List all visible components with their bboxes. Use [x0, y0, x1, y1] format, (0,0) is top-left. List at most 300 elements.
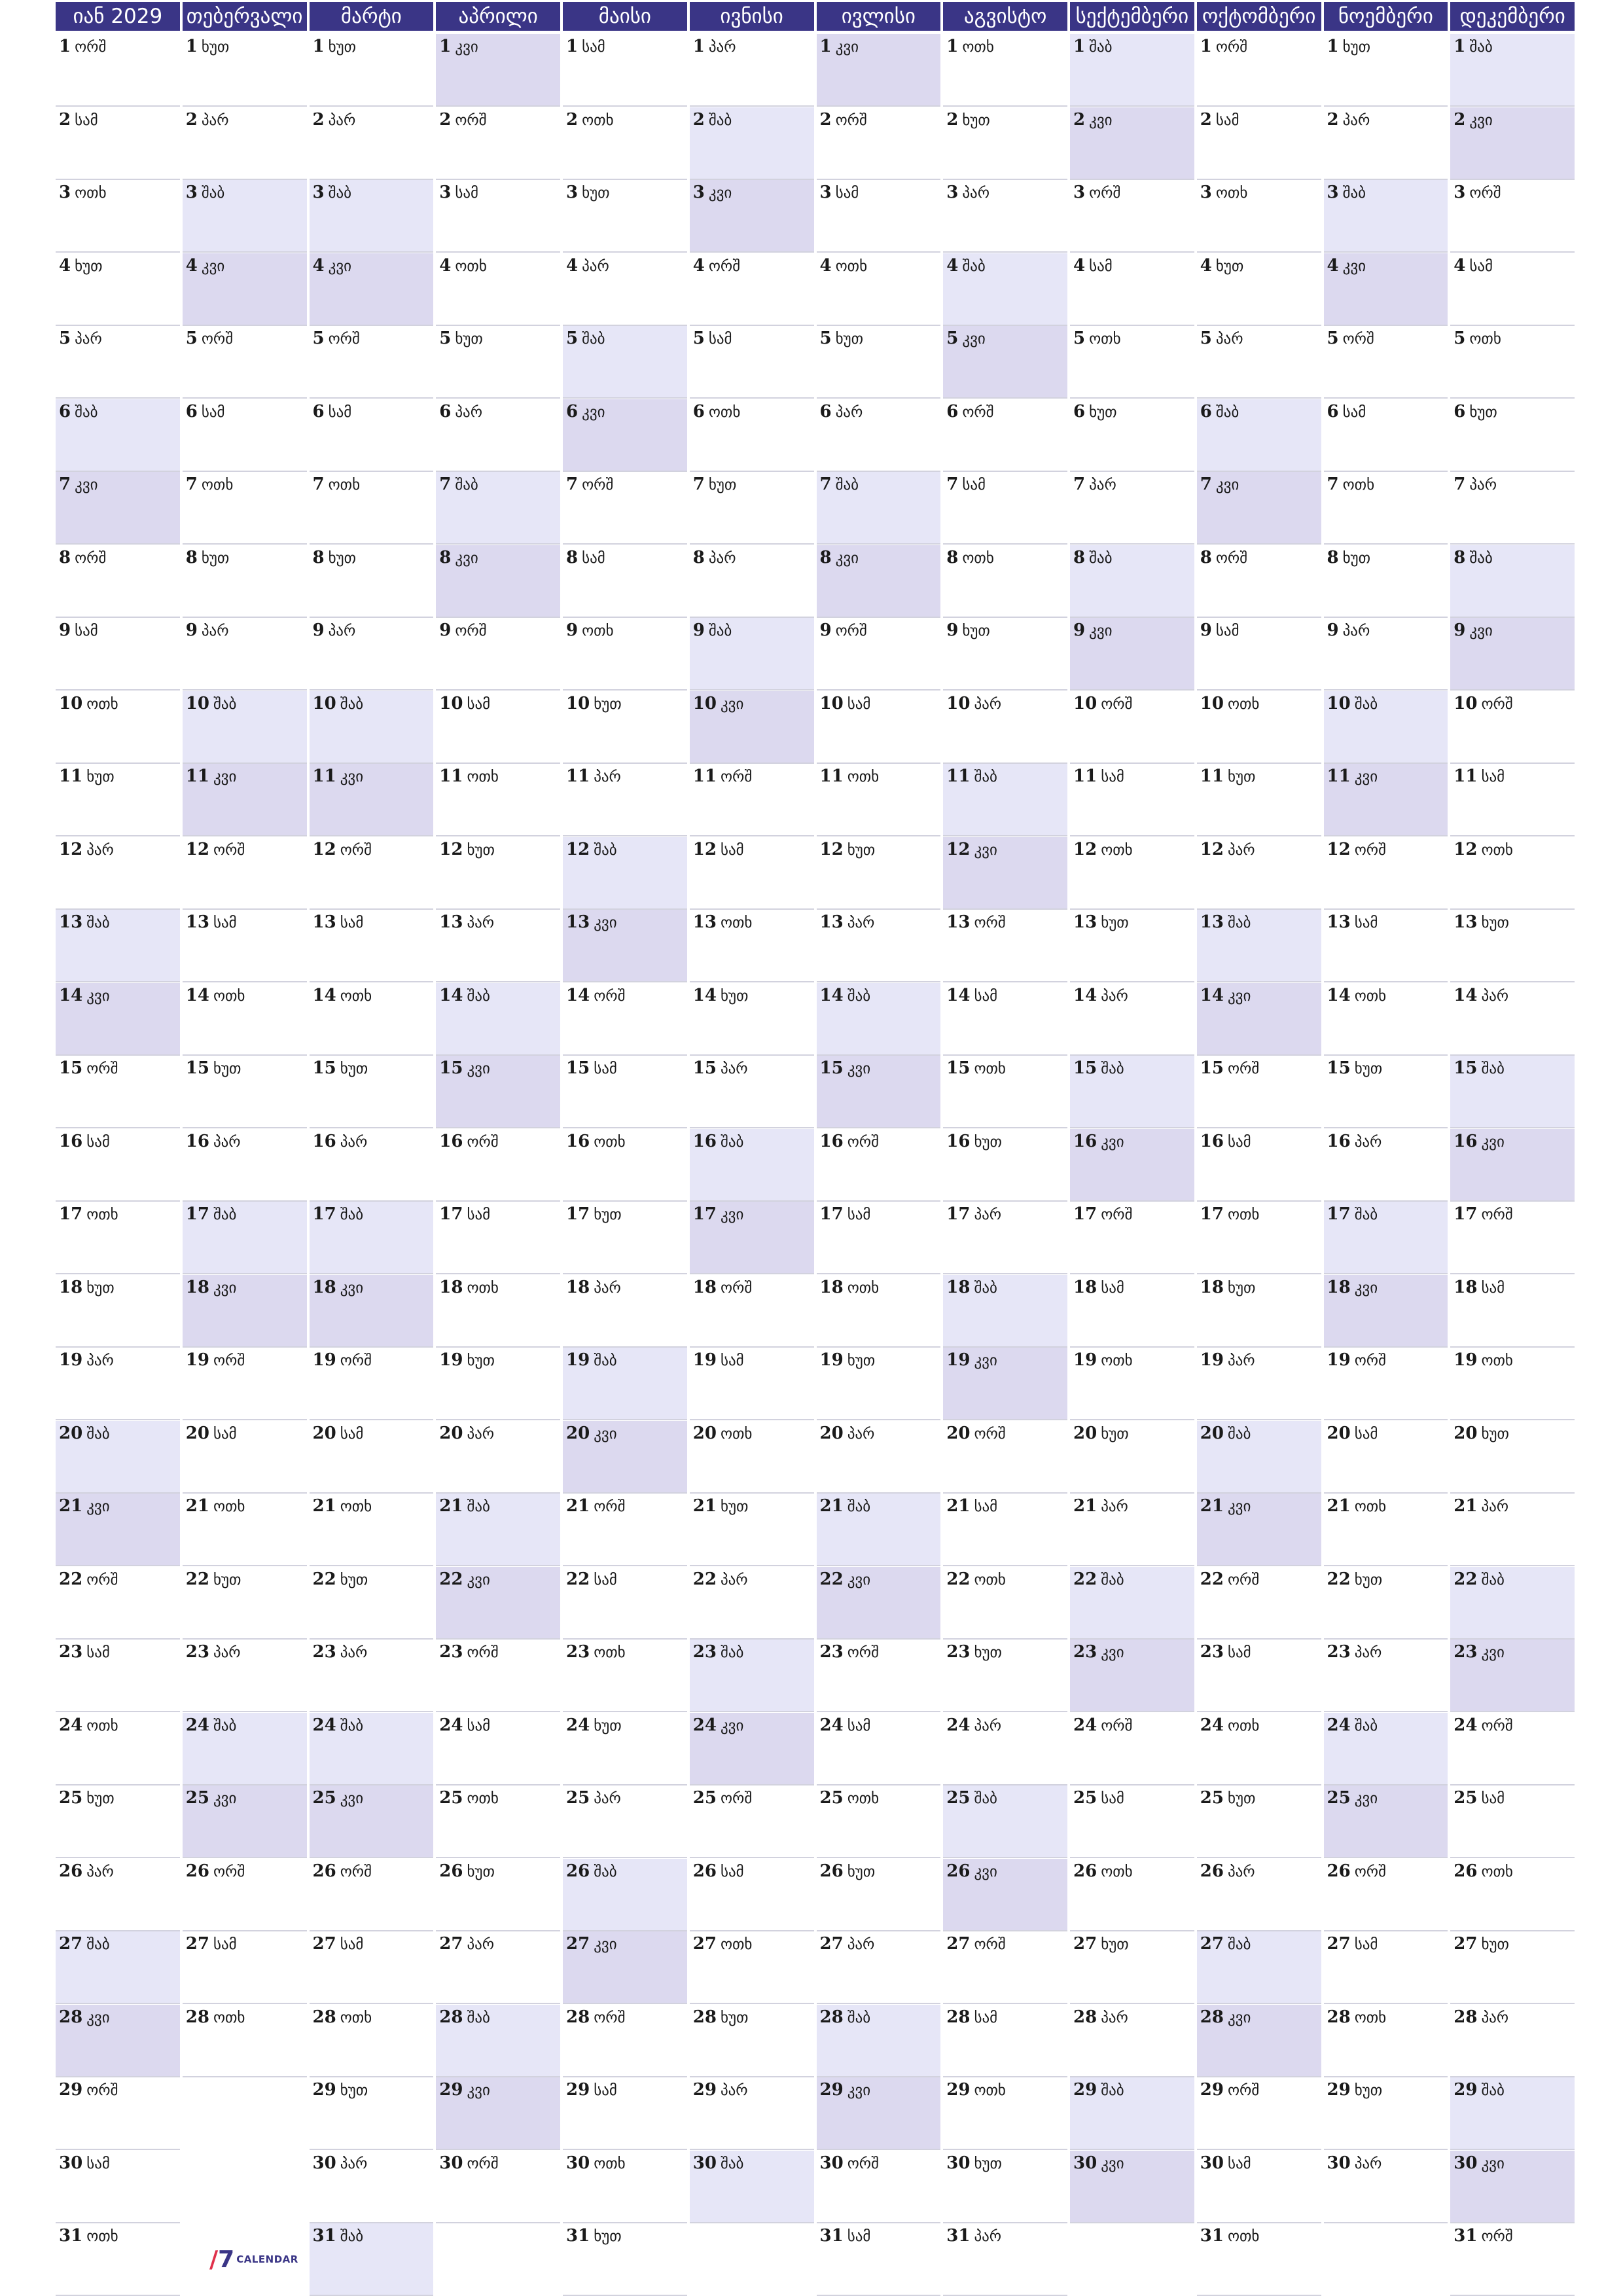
day-number: 16 — [1073, 1131, 1097, 1151]
weekday-name: კვი — [1342, 257, 1366, 275]
day-cell — [310, 1785, 434, 1858]
weekday-name: სამ — [720, 1352, 744, 1369]
day-label — [1200, 2226, 1260, 2246]
weekday-name: კვი — [594, 1936, 617, 1953]
weekday-name: შაბ — [1227, 914, 1251, 931]
day-label — [693, 1496, 749, 1516]
day-cell — [1450, 399, 1575, 472]
day-label — [439, 986, 490, 1005]
day-label — [1200, 840, 1255, 859]
day-cell — [1324, 1056, 1448, 1128]
weekday-name: ხუთ — [582, 185, 610, 202]
day-label — [1454, 475, 1497, 494]
weekday-name: ოთხ — [1354, 1498, 1387, 1515]
weekday-name: შაბ — [835, 476, 859, 493]
day-label — [946, 1350, 997, 1370]
day-label — [59, 37, 106, 56]
weekday-name: პარ — [1089, 476, 1116, 493]
day-label — [186, 1204, 237, 1224]
day-number: 4 — [185, 255, 198, 276]
weekday-name: ორშ — [213, 841, 245, 859]
day-cell — [563, 1713, 687, 1785]
weekday-name: ოთხ — [1215, 185, 1248, 202]
day-cell — [436, 107, 560, 180]
day-label — [59, 620, 98, 640]
day-number: 27 — [566, 1934, 590, 1954]
day-cell — [1450, 618, 1575, 691]
day-label — [1200, 37, 1247, 56]
day-label — [946, 2080, 1006, 2100]
day-label — [566, 183, 610, 202]
day-cell — [563, 180, 687, 253]
weekday-name: კვი — [1101, 1644, 1124, 1661]
day-label — [1073, 1204, 1132, 1224]
day-number: 17 — [59, 1204, 83, 1224]
day-number: 4 — [1073, 255, 1086, 276]
day-label — [1327, 1058, 1383, 1078]
day-label — [186, 2007, 245, 2027]
day-cell — [310, 1713, 434, 1785]
weekday-name: პარ — [847, 914, 875, 931]
day-number: 19 — [185, 1350, 209, 1370]
day-cell — [563, 2223, 687, 2296]
weekday-name: კვი — [1354, 1790, 1378, 1807]
day-label — [186, 256, 225, 276]
day-cell — [690, 837, 814, 910]
day-number: 21 — [185, 1496, 209, 1516]
day-number: 12 — [1454, 839, 1478, 859]
day-cell — [943, 1785, 1067, 1858]
day-number: 16 — [1200, 1131, 1224, 1151]
weekday-name: პარ — [1354, 2155, 1382, 2172]
weekday-name: სამ — [86, 2155, 110, 2172]
day-number: 6 — [1454, 401, 1466, 422]
weekday-name: კვი — [974, 1352, 997, 1369]
day-cell — [183, 1056, 307, 1128]
day-label — [1073, 329, 1121, 348]
day-cell — [1197, 2077, 1321, 2150]
day-label — [1200, 548, 1247, 567]
day-cell — [690, 1859, 814, 1931]
day-number: 18 — [566, 1277, 590, 1297]
day-number: 15 — [819, 1058, 844, 1078]
day-cell — [817, 764, 941, 836]
day-label — [1327, 766, 1378, 786]
day-label — [566, 1642, 626, 1662]
weekday-name: ოთხ — [1101, 1352, 1133, 1369]
day-label — [59, 1642, 110, 1662]
day-label — [693, 183, 732, 202]
day-cell — [943, 1129, 1067, 1202]
day-cell — [436, 910, 560, 982]
day-number: 24 — [819, 1715, 844, 1735]
day-cell — [183, 399, 307, 472]
day-label — [1200, 620, 1240, 640]
day-label — [1454, 840, 1513, 859]
weekday-name: ოთხ — [1227, 1206, 1260, 1223]
day-cell — [943, 1931, 1067, 2004]
day-label — [1073, 183, 1120, 202]
day-number: 10 — [1327, 693, 1351, 713]
day-cell — [690, 764, 814, 836]
weekday-name: ოთხ — [847, 768, 880, 785]
day-label — [820, 2153, 879, 2173]
day-cell — [1197, 1129, 1321, 1202]
day-label — [186, 1350, 245, 1370]
day-number: 18 — [312, 1277, 336, 1297]
day-number: 28 — [819, 2007, 844, 2027]
day-label — [1454, 1132, 1505, 1151]
day-number: 24 — [1454, 1715, 1478, 1735]
day-cell — [56, 472, 180, 545]
day-cell — [563, 253, 687, 326]
day-cell — [943, 1275, 1067, 1348]
day-cell — [690, 1421, 814, 1494]
day-label — [1327, 1278, 1378, 1297]
day-label — [313, 2080, 368, 2100]
day-number: 15 — [946, 1058, 971, 1078]
day-label — [1327, 37, 1371, 56]
day-cell — [817, 1931, 941, 2004]
weekday-name: ორშ — [974, 1936, 1006, 1953]
day-cell — [1450, 2077, 1575, 2150]
day-label — [946, 1496, 997, 1516]
day-cell — [563, 107, 687, 180]
day-label — [59, 1570, 118, 1589]
day-cell — [563, 1931, 687, 2004]
weekday-name: პარ — [720, 1571, 748, 1588]
day-label — [313, 620, 356, 640]
day-label — [946, 766, 997, 786]
day-label — [439, 766, 499, 786]
weekday-name: ხუთ — [1227, 1279, 1256, 1297]
day-cell — [1070, 983, 1194, 1056]
day-label — [439, 1278, 499, 1297]
weekday-name: სამ — [201, 403, 225, 421]
weekday-name: ხუთ — [974, 1133, 1002, 1151]
day-cell — [1324, 107, 1448, 180]
month-column — [56, 0, 180, 2296]
day-cell — [690, 180, 814, 253]
weekday-name: ორშ — [847, 1133, 879, 1151]
day-number: 12 — [692, 839, 717, 859]
day-cell — [1450, 1129, 1575, 1202]
day-label — [1200, 402, 1240, 422]
day-cell — [690, 2077, 814, 2150]
day-number: 25 — [1454, 1788, 1478, 1808]
day-cell — [943, 983, 1067, 1056]
day-label — [946, 475, 986, 494]
day-label — [566, 37, 605, 56]
weekday-name: კვი — [594, 1425, 617, 1443]
day-number: 3 — [185, 183, 198, 202]
weekday-name: ოთხ — [340, 987, 372, 1005]
day-label — [566, 694, 622, 713]
day-number: 10 — [566, 693, 590, 713]
day-label — [1073, 1278, 1124, 1297]
day-number: 6 — [312, 401, 325, 422]
weekday-name: ორშ — [594, 2009, 626, 2026]
day-label — [566, 986, 625, 1005]
weekday-name: შაბ — [1101, 1571, 1124, 1588]
weekday-name: ორშ — [86, 1571, 118, 1588]
weekday-name: ოთხ — [1227, 1717, 1260, 1734]
day-cell — [1197, 1931, 1321, 2004]
weekday-name: ხუთ — [974, 2155, 1002, 2172]
weekday-name: შაბ — [1089, 39, 1113, 56]
day-cell — [1197, 34, 1321, 107]
day-number: 13 — [819, 912, 844, 932]
day-cell — [310, 1056, 434, 1128]
day-label — [566, 2080, 617, 2100]
day-number: 21 — [566, 1496, 590, 1516]
day-label — [59, 183, 107, 202]
weekday-name: ოთხ — [201, 476, 234, 493]
day-cell — [817, 2077, 941, 2150]
day-label — [59, 1132, 110, 1151]
day-number: 15 — [439, 1058, 463, 1078]
weekday-name: ხუთ — [467, 1863, 495, 1880]
day-number: 23 — [692, 1642, 717, 1662]
day-number: 29 — [439, 2080, 463, 2100]
weekday-name: სამ — [1101, 1279, 1124, 1297]
day-label — [439, 620, 486, 640]
day-label — [1200, 183, 1248, 202]
day-label — [566, 1861, 617, 1881]
weekday-name: პარ — [1227, 1352, 1255, 1369]
weekday-name: პარ — [467, 914, 495, 931]
day-label — [1454, 1570, 1505, 1589]
day-number: 24 — [1200, 1715, 1224, 1735]
weekday-name: კვი — [1481, 2155, 1505, 2172]
weekday-name: სამ — [974, 2009, 998, 2026]
weekday-name: ორშ — [974, 1425, 1006, 1443]
day-number: 1 — [439, 37, 452, 56]
day-label — [313, 1788, 364, 1808]
day-number: 8 — [312, 547, 325, 567]
day-number: 10 — [1073, 693, 1097, 713]
day-label — [1454, 37, 1493, 56]
weekday-name: ოთხ — [847, 1790, 880, 1807]
day-label — [1073, 402, 1117, 422]
day-cell — [310, 1348, 434, 1420]
day-label — [439, 110, 486, 130]
day-cell — [436, 1202, 560, 1274]
weekday-name: პარ — [708, 549, 736, 567]
day-number: 23 — [1200, 1642, 1224, 1662]
weekday-name: კვი — [1469, 622, 1493, 639]
weekday-name: კვი — [847, 1571, 871, 1588]
weekday-name: კვი — [1215, 476, 1240, 493]
day-number: 8 — [692, 547, 705, 567]
weekday-name: შაბ — [594, 1352, 617, 1369]
weekday-name: ორშ — [213, 1863, 245, 1880]
month-header: იან 2029 — [56, 2, 180, 31]
day-label — [693, 694, 744, 713]
day-number: 4 — [312, 255, 325, 276]
month-header: მაისი — [563, 2, 687, 31]
day-cell — [436, 34, 560, 107]
day-number: 7 — [1200, 475, 1212, 494]
day-number: 22 — [819, 1569, 844, 1589]
day-number: 20 — [946, 1423, 971, 1443]
day-label — [1073, 37, 1113, 56]
weekday-name: სამ — [582, 39, 605, 56]
day-cell — [817, 2223, 941, 2296]
weekday-name: სამ — [1089, 257, 1113, 275]
weekday-name: ოთხ — [974, 2082, 1006, 2099]
day-label — [1073, 2153, 1124, 2173]
day-cell — [436, 837, 560, 910]
weekday-name: სამ — [455, 185, 479, 202]
day-number: 5 — [1200, 329, 1212, 348]
day-number: 26 — [566, 1861, 590, 1881]
day-cell — [943, 1494, 1067, 1566]
weekday-name: ოთხ — [594, 2155, 626, 2172]
day-number: 19 — [1454, 1350, 1478, 1370]
month-header: თებერვალი — [183, 2, 307, 31]
day-cell — [1324, 1202, 1448, 1274]
day-cell — [690, 1640, 814, 1712]
day-label — [186, 1278, 237, 1297]
day-number: 2 — [185, 109, 198, 130]
day-number: 7 — [1073, 475, 1086, 494]
day-cell — [943, 253, 1067, 326]
day-cell — [943, 34, 1067, 107]
day-cell — [943, 1202, 1067, 1274]
day-cell — [56, 1931, 180, 2004]
day-cell — [1324, 1494, 1448, 1566]
day-label — [566, 256, 609, 276]
day-cell — [310, 1859, 434, 1931]
day-cell — [1197, 545, 1321, 618]
month-column — [183, 0, 307, 2296]
day-label — [313, 1861, 372, 1881]
weekday-name: ხუთ — [835, 331, 864, 348]
day-label — [313, 1132, 368, 1151]
day-cell — [1197, 1421, 1321, 1494]
weekday-name: შაბ — [340, 695, 364, 713]
day-cell — [183, 1931, 307, 2004]
day-number: 31 — [59, 2226, 83, 2246]
weekday-name: ორშ — [1354, 1863, 1386, 1880]
day-label — [946, 986, 997, 1005]
weekday-name: ორშ — [75, 39, 107, 56]
day-number: 22 — [1200, 1569, 1224, 1589]
day-number: 14 — [312, 985, 336, 1005]
day-number: 6 — [59, 401, 71, 422]
day-number: 26 — [185, 1861, 209, 1881]
day-cell — [817, 326, 941, 399]
day-label — [820, 402, 863, 422]
day-number: 29 — [1200, 2080, 1224, 2100]
day-label — [693, 1350, 744, 1370]
day-number: 13 — [1073, 912, 1097, 932]
day-number: 26 — [59, 1861, 83, 1881]
day-label — [820, 2007, 871, 2027]
day-cell — [310, 34, 434, 107]
weekday-name: პარ — [340, 2155, 368, 2172]
weekday-name: სამ — [1354, 914, 1378, 931]
day-label — [946, 694, 1001, 713]
day-cell — [1450, 1056, 1575, 1128]
day-cell — [1450, 34, 1575, 107]
day-cell — [310, 1640, 434, 1712]
day-cell — [183, 1129, 307, 1202]
day-label — [693, 1570, 748, 1589]
day-number: 16 — [59, 1131, 83, 1151]
weekday-name: ორშ — [1342, 331, 1374, 348]
weekday-name: ოთხ — [720, 1425, 753, 1443]
weekday-name: ოთხ — [213, 2009, 245, 2026]
day-cell — [817, 1348, 941, 1420]
day-cell — [1197, 107, 1321, 180]
weekday-name: ოთხ — [582, 111, 614, 129]
day-number: 27 — [59, 1934, 83, 1954]
weekday-name: ორშ — [1215, 39, 1248, 56]
day-number: 15 — [312, 1058, 336, 1078]
day-label — [59, 1861, 114, 1881]
day-label — [186, 475, 234, 494]
day-label — [820, 1132, 879, 1151]
day-cell — [943, 2005, 1067, 2077]
day-label — [313, 1058, 368, 1078]
day-cell — [563, 472, 687, 545]
day-number: 14 — [1073, 985, 1097, 1005]
day-label — [1327, 1642, 1382, 1662]
weekday-name: კვი — [962, 331, 986, 348]
day-cell — [1070, 253, 1194, 326]
day-cell — [310, 1129, 434, 1202]
day-label — [566, 1570, 617, 1589]
weekday-name: სამ — [86, 1644, 110, 1661]
weekday-name: კვი — [1089, 111, 1113, 129]
day-label — [1327, 256, 1366, 276]
weekday-name: კვი — [974, 1863, 997, 1880]
weekday-name: სამ — [594, 1060, 617, 1077]
day-cell — [1070, 1348, 1194, 1420]
day-number: 20 — [1200, 1423, 1224, 1443]
day-cell — [690, 1275, 814, 1348]
day-label — [820, 1204, 871, 1224]
day-number: 4 — [439, 255, 452, 276]
weekday-name: შაბ — [847, 1498, 871, 1515]
day-label — [1327, 912, 1378, 932]
day-label — [820, 694, 871, 713]
day-cell — [310, 764, 434, 836]
weekday-name: პარ — [1101, 1498, 1128, 1515]
weekday-name: შაბ — [1354, 1206, 1378, 1223]
day-cell — [943, 1713, 1067, 1785]
day-number: 9 — [819, 620, 832, 640]
day-number: 23 — [1327, 1642, 1351, 1662]
day-cell — [183, 1421, 307, 1494]
day-number: 13 — [946, 912, 971, 932]
day-label — [439, 402, 482, 422]
day-label — [1454, 2080, 1505, 2100]
day-number: 7 — [439, 475, 452, 494]
day-label — [313, 2007, 372, 2027]
weekday-name: პარ — [1227, 841, 1255, 859]
day-number: 17 — [1327, 1204, 1351, 1224]
day-label — [439, 1861, 495, 1881]
day-number: 17 — [312, 1204, 336, 1224]
day-number: 5 — [1454, 329, 1466, 348]
weekday-name: პარ — [467, 1425, 495, 1443]
day-label — [439, 694, 490, 713]
day-cell — [436, 1859, 560, 1931]
day-label — [946, 1642, 1002, 1662]
